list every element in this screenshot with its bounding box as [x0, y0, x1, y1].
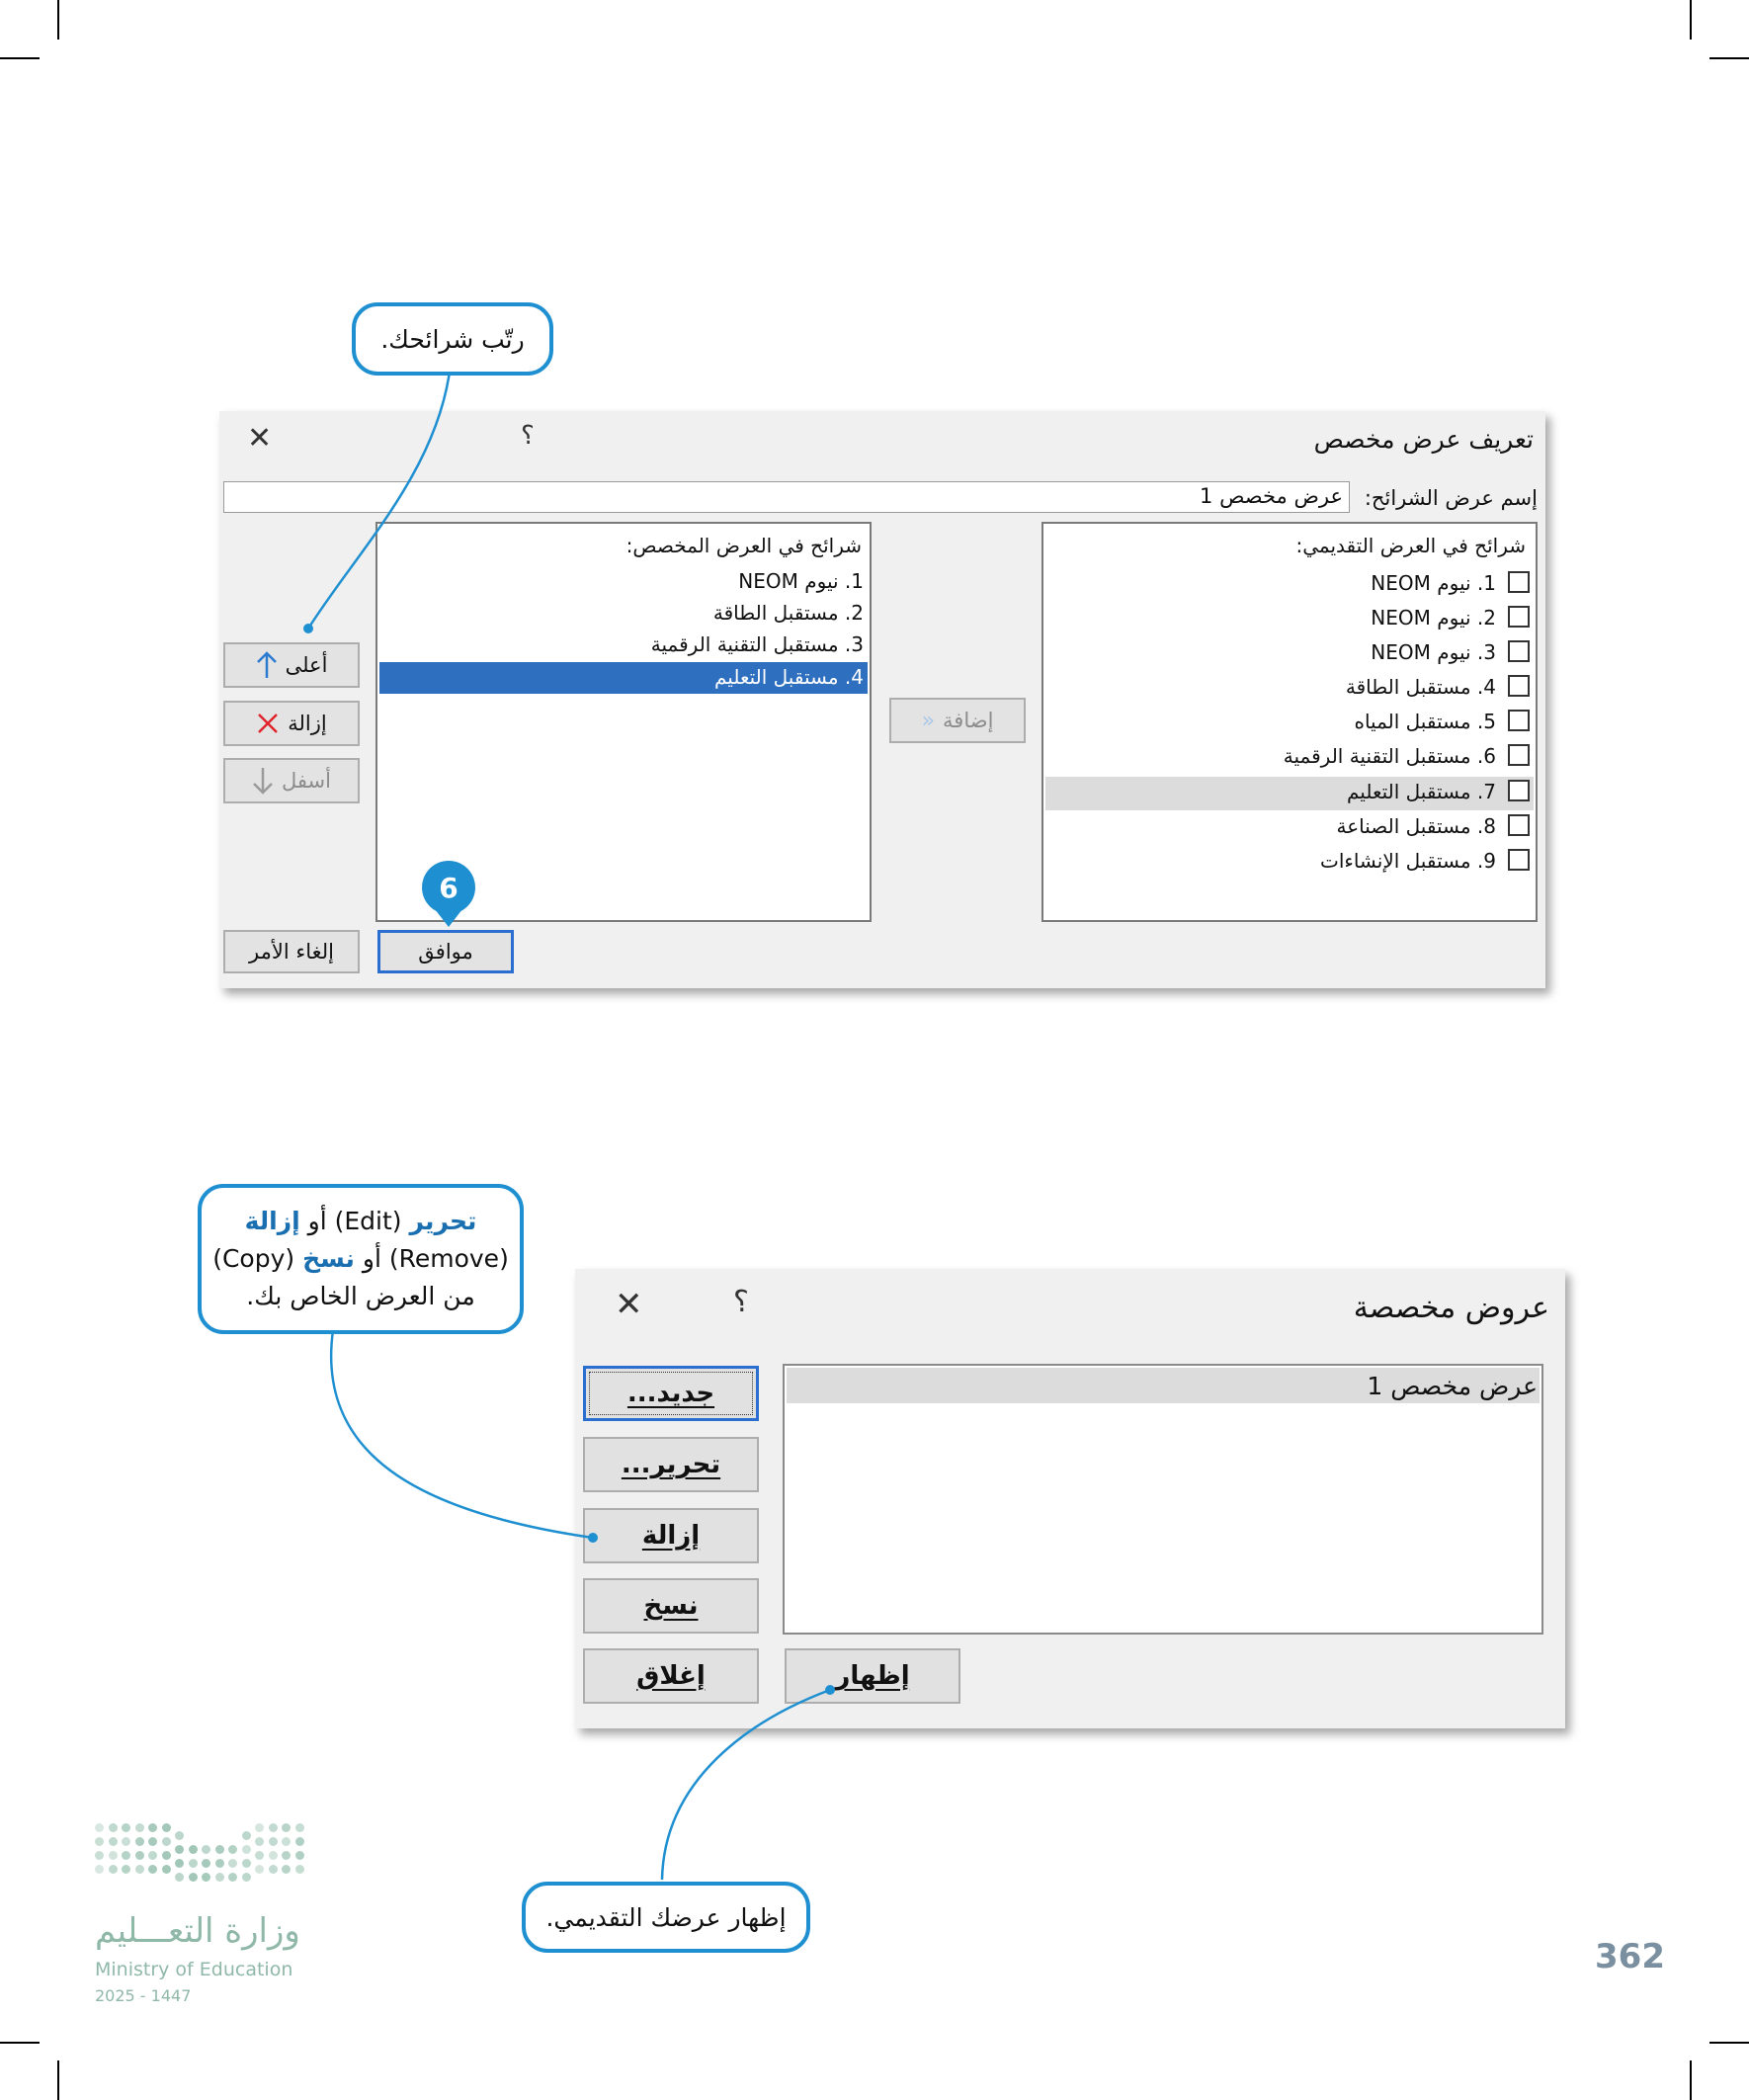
logo-dot: [255, 1865, 264, 1874]
callout-keyword-edit: تحرير: [409, 1207, 477, 1235]
logo-dot: [162, 1837, 171, 1846]
list-header: شرائح في العرض المخصص:: [625, 534, 862, 557]
logo-dot: [135, 1837, 144, 1846]
copy-show-button[interactable]: نسخ: [583, 1578, 759, 1634]
logo-dot: [228, 1859, 237, 1868]
double-arrow-left-icon: «: [921, 708, 936, 733]
logo-dot: [189, 1845, 198, 1854]
logo-dot: [255, 1837, 264, 1846]
logo-dot: [122, 1823, 130, 1832]
list-item[interactable]: 3. مستقبل التقنية الرقمية: [650, 632, 864, 656]
logo-dot: [109, 1865, 118, 1874]
move-up-label: أعلى: [285, 653, 328, 677]
logo-dot: [215, 1873, 224, 1882]
logo-dot: [269, 1851, 278, 1860]
ministry-name-english: Ministry of Education: [95, 1959, 293, 1980]
crop-mark: [0, 57, 40, 59]
logo-dot: [269, 1865, 278, 1874]
crop-mark: [57, 2060, 59, 2100]
list-item: 8. مستقبل الصناعة: [1336, 814, 1496, 838]
logo-dot: [135, 1823, 144, 1832]
add-button[interactable]: [889, 698, 1026, 743]
page-number: 362: [1595, 1937, 1665, 1976]
show-name-label: إسم عرض الشرائح:: [1364, 486, 1538, 510]
callout-line-3: من العرض الخاص بك.: [246, 1282, 475, 1310]
logo-dot: [242, 1845, 251, 1854]
callout-arrange-slides: رتّب شرائحك.: [352, 302, 553, 376]
help-icon[interactable]: ؟: [521, 421, 535, 451]
callout-line-2: [212, 1240, 509, 1278]
selected-list-item[interactable]: [379, 662, 868, 694]
logo-dot: [148, 1823, 157, 1832]
logo-dot: [109, 1823, 118, 1832]
logo-dot: [255, 1823, 264, 1832]
slide-checkbox[interactable]: [1508, 744, 1530, 766]
logo-dot: [295, 1823, 304, 1832]
edit-show-button[interactable]: تحرير...: [583, 1437, 759, 1492]
logo-dot: [202, 1859, 210, 1868]
list-item: 4. مستقبل الطاقة: [1345, 675, 1496, 699]
logo-dot: [282, 1823, 291, 1832]
logo-dot: [162, 1865, 171, 1874]
crop-mark: [1690, 2060, 1692, 2100]
callout-show-presentation: إظهار عرضك التقديمي.: [522, 1882, 810, 1953]
red-x-icon: [256, 712, 280, 735]
logo-dot: [122, 1865, 130, 1874]
define-custom-show-dialog: [219, 411, 1545, 988]
list-item: 3. نيوم NEOM: [1371, 640, 1496, 664]
crop-mark: [1690, 0, 1692, 40]
logo-dot: [175, 1845, 184, 1854]
logo-dot: [228, 1873, 237, 1882]
crop-mark: [1709, 2042, 1749, 2044]
callout-keyword-copy: نسخ: [302, 1244, 355, 1273]
ok-button[interactable]: موافق: [377, 930, 514, 973]
move-down-label: أسفل: [282, 769, 331, 793]
logo-dot: [95, 1851, 104, 1860]
logo-dot: [202, 1845, 210, 1854]
callout-text: (Remove) أو: [354, 1244, 509, 1273]
move-up-button[interactable]: [223, 642, 360, 688]
leader-line-edit: [331, 1330, 593, 1538]
help-icon[interactable]: ؟: [733, 1285, 749, 1319]
new-show-button[interactable]: جديد...: [583, 1366, 759, 1421]
remove-slide-label: إزالة: [288, 712, 327, 735]
crop-mark: [1709, 57, 1749, 59]
custom-shows-dialog: [575, 1269, 1565, 1728]
remove-show-button[interactable]: إزالة: [583, 1508, 759, 1563]
logo-dot: [215, 1859, 224, 1868]
logo-dot: [242, 1831, 251, 1840]
logo-dot: [109, 1851, 118, 1860]
logo-dot: [135, 1865, 144, 1874]
callout-keyword-remove: إزالة: [244, 1207, 300, 1235]
logo-dot: [162, 1851, 171, 1860]
logo-dot: [175, 1859, 184, 1868]
logo-dot: [255, 1851, 264, 1860]
remove-slide-button[interactable]: [223, 701, 360, 746]
crop-mark: [0, 2042, 40, 2044]
add-button-label: إضافة: [943, 709, 994, 732]
ministry-name-arabic: وزارة التعـــليم: [95, 1911, 300, 1951]
close-icon[interactable]: ✕: [615, 1285, 643, 1324]
logo-dot: [109, 1837, 118, 1846]
logo-dot: [215, 1845, 224, 1854]
logo-dot: [148, 1837, 157, 1846]
logo-dot: [228, 1845, 237, 1854]
custom-shows-list[interactable]: [783, 1364, 1543, 1635]
logo-dot: [269, 1837, 278, 1846]
logo-dot: [148, 1865, 157, 1874]
slide-checkbox[interactable]: [1508, 710, 1530, 731]
year-label: 2025 - 1447: [95, 1986, 192, 2005]
logo-dot: [175, 1873, 184, 1882]
logo-dot: [135, 1851, 144, 1860]
callout-line-1: [245, 1203, 477, 1240]
show-name-input[interactable]: عرض مخصص 1: [223, 481, 1350, 513]
logo-dot: [148, 1851, 157, 1860]
arrow-up-icon: [256, 650, 278, 680]
logo-dot: [282, 1837, 291, 1846]
logo-dot: [269, 1823, 278, 1832]
list-header: شرائح في العرض التقديمي:: [1295, 534, 1526, 557]
logo-dot: [175, 1831, 184, 1840]
logo-dot: [282, 1865, 291, 1874]
logo-dot: [189, 1873, 198, 1882]
crop-mark: [57, 0, 59, 40]
list-item: 7. مستقبل التعليم: [1347, 780, 1496, 803]
logo-dot: [295, 1865, 304, 1874]
list-item: 9. مستقبل الإنشاءات: [1320, 849, 1496, 873]
arrow-down-icon: [252, 766, 274, 796]
slide-checkbox[interactable]: [1508, 571, 1530, 593]
logo-dot: [95, 1865, 104, 1874]
list-item[interactable]: [787, 1368, 1540, 1403]
slide-checkbox[interactable]: [1508, 606, 1530, 628]
close-dialog-button[interactable]: إغلاق: [583, 1648, 759, 1704]
move-down-button[interactable]: [223, 758, 360, 803]
callout-edit-remove-copy: [198, 1184, 524, 1334]
list-item: 2. نيوم NEOM: [1371, 606, 1496, 630]
logo-dot: [202, 1873, 210, 1882]
slide-checkbox[interactable]: [1508, 849, 1530, 871]
cancel-button[interactable]: إلغاء الأمر: [223, 930, 360, 973]
logo-dot: [295, 1851, 304, 1860]
slide-checkbox[interactable]: [1508, 675, 1530, 697]
logo-dot: [95, 1837, 104, 1846]
close-icon[interactable]: ✕: [247, 421, 273, 456]
list-item: 6. مستقبل التقنية الرقمية: [1283, 744, 1496, 768]
slide-checkbox[interactable]: [1508, 640, 1530, 662]
callout-text: (Copy): [212, 1244, 303, 1273]
list-item[interactable]: 2. مستقبل الطاقة: [712, 601, 864, 625]
logo-dot: [122, 1837, 130, 1846]
logo-dot: [162, 1823, 171, 1832]
logo-dot: [242, 1859, 251, 1868]
presentation-slides-list[interactable]: [1041, 522, 1538, 922]
slide-checkbox[interactable]: [1508, 780, 1530, 801]
list-item[interactable]: 1. نيوم NEOM: [738, 569, 864, 593]
list-item: 4. مستقبل التعليم: [714, 665, 864, 689]
list-item: 5. مستقبل المياه: [1354, 710, 1496, 733]
ministry-logo-icon: [95, 1823, 312, 1892]
logo-dot: [95, 1823, 104, 1832]
logo-dot: [189, 1859, 198, 1868]
logo-dot: [282, 1851, 291, 1860]
step-number-badge: 6: [422, 861, 475, 914]
list-item-label: عرض مخصص 1: [1367, 1372, 1538, 1400]
dialog-title: تعريف عرض مخصص: [1313, 425, 1534, 454]
show-button[interactable]: إظهار: [785, 1648, 960, 1704]
dialog-title: عروض مخصصة: [1353, 1291, 1549, 1325]
logo-dot: [295, 1837, 304, 1846]
callout-text: (Edit) أو: [299, 1207, 410, 1235]
logo-dot: [122, 1851, 130, 1860]
list-item: 1. نيوم NEOM: [1371, 571, 1496, 595]
logo-dot: [242, 1873, 251, 1882]
slide-checkbox[interactable]: [1508, 814, 1530, 836]
